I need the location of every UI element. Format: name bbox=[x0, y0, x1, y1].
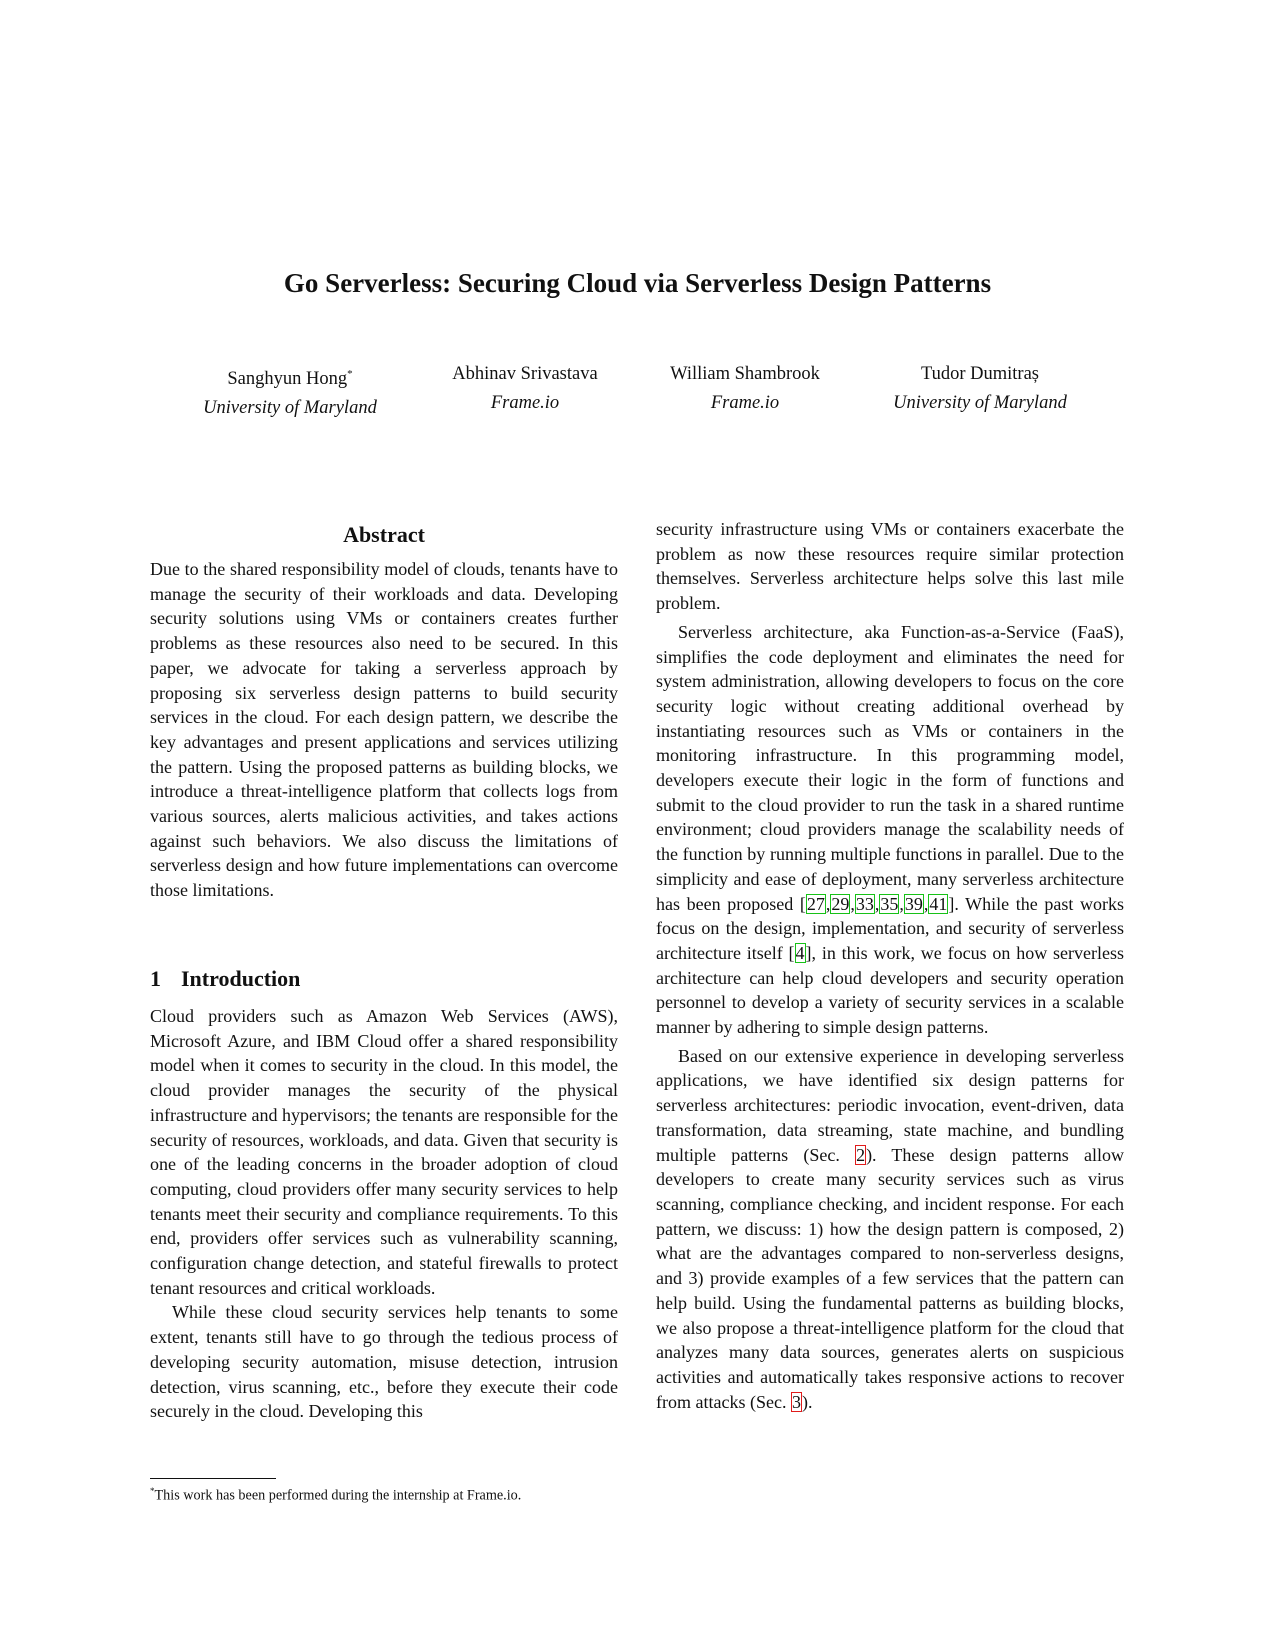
intro-right-column bbox=[656, 517, 1124, 1414]
citation-link[interactable]: 33 bbox=[855, 893, 874, 914]
footnote bbox=[150, 1482, 618, 1506]
intro-paragraph-1: Cloud providers such as Amazon Web Services (AWS), Microsoft Azure, and IBM Cloud offer a shared responsibility model when it comes to security in the cloud. In this model, the cloud provider manages the security of the physical infrastructure and hypervisors; the tenants are responsible for the security of resources, workloads, and data. Given that security is one of the leading concerns in the broader adoption of cloud computing, cloud providers offer many security services to help tenants meet their security and compliance requirements. To this end, providers offer services such as vulnerability scanning, configuration change detection, and stateful firewalls to protect tenant resources and critical workloads. bbox=[150, 1006, 618, 1298]
author-block bbox=[180, 360, 400, 423]
intro-paragraph-3: Serverless architecture, aka Function-as-a-Service (FaaS), simplifies the code deployment and eliminates the need for system administration, allowing developers to focus on the core security logic without creating additional overhead by instantiating resources such as VMs or containers in the monitoring infrastructure. In this programming model, developers execute their logic in the form of functions and submit to the cloud provider to run the task in a shared runtime environment; cloud providers manage the scalability needs of the function by running multiple functions in parallel. Due to the simplicity and ease of deployment, many serverless architecture has been proposed [27,29,33,35,39,41]. While the past works focus on the design, implementation, and security of serverless architecture itself [4], in this work, we focus on how serverless architecture can help cloud developers and security operation personnel to develop a variety of security services in a scalable manner by adhering to simple design patterns. bbox=[656, 621, 1124, 1038]
author-affiliation: University of Maryland bbox=[893, 393, 1067, 413]
author-block bbox=[420, 360, 630, 418]
citation-link[interactable]: 35 bbox=[880, 893, 899, 914]
intro-paragraph-2-continued: security infrastructure using VMs or containers exacerbate the problem as now these resources require similar protection themselves. Serverless architecture helps solve this last mile problem. bbox=[656, 519, 1124, 614]
footnote-marker: * bbox=[347, 368, 353, 380]
footnote-text: This work has been performed during the internship at Frame.io. bbox=[154, 1487, 522, 1504]
intro-paragraph-4: Based on our extensive experience in developing serverless applications, we have identified six design patterns for serverless architectures: periodic invocation, event-driven, data transformation, data streaming, state machine, and bundling multiple patterns (Sec. 2). These design patterns allow developers to create many security services such as virus scanning, compliance checking, and incident response. For each pattern, we discuss: 1) how the design pattern is composed, 2) what are the advantages compared to non-serverless designs, and 3) provide examples of a few services that the pattern can help build. Using the fundamental patterns as building blocks, we also propose a threat-intelligence platform for the cloud that analyzes many data sources, generates alerts on suspicious activities and automatically takes responsive actions to recover from attacks (Sec. 3). bbox=[656, 1045, 1124, 1412]
section-number: 1 bbox=[150, 966, 161, 991]
author-name: Sanghyun Hong bbox=[227, 369, 348, 390]
intro-paragraph-2: While these cloud security services help tenants to some extent, tenants still have to go through the tedious process of developing security automation, misuse detection, intrusion detection, virus scanning, etc., before they execute their code securely in the cloud. Developing this bbox=[150, 1302, 618, 1422]
author-block bbox=[860, 360, 1100, 418]
abstract-heading: Abstract bbox=[343, 522, 425, 547]
footnote-marker: * bbox=[150, 1486, 155, 1496]
citation-link[interactable]: 4 bbox=[795, 942, 805, 963]
author-name: Abhinav Srivastava bbox=[452, 364, 598, 384]
section-heading bbox=[150, 966, 300, 992]
intro-left-column bbox=[150, 1004, 618, 1424]
section-ref-link[interactable]: 3 bbox=[791, 1391, 801, 1412]
citation-link[interactable]: 27 bbox=[806, 893, 825, 914]
author-affiliation: Frame.io bbox=[490, 393, 560, 413]
author-block bbox=[640, 360, 850, 418]
abstract-paragraph: Due to the shared responsibility model of clouds, tenants have to manage the security of their workloads and data. Developing security solutions using VMs or containers creates further problems as these resources also need to be secured. In this paper, we advocate for taking a serverless approach by proposing six serverless design patterns to build security services in the cloud. For each design pattern, we describe the key advantages and present applications and services utilizing the pattern. Using the proposed patterns as building blocks, we introduce a threat-intelligence platform that collects logs from various sources, alerts malicious activities, and takes actions against such behaviors. We also discuss the limitations of serverless design and how future implementations can overcome those limitations. bbox=[150, 559, 618, 901]
footnote-rule bbox=[150, 1478, 276, 1479]
author-affiliation: Frame.io bbox=[710, 393, 780, 413]
author-affiliation: University of Maryland bbox=[203, 398, 377, 419]
citation-link[interactable]: 41 bbox=[929, 893, 948, 914]
author-name: William Shambrook bbox=[670, 364, 820, 384]
abstract-text bbox=[150, 557, 618, 903]
section-title: Introduction bbox=[181, 966, 301, 991]
paper-title: Go Serverless: Securing Cloud via Serverless Design Patterns bbox=[283, 268, 992, 298]
author-name: Tudor Dumitraș bbox=[920, 364, 1040, 384]
citation-link[interactable]: 29 bbox=[831, 893, 850, 914]
section-ref-link[interactable]: 2 bbox=[856, 1144, 866, 1165]
citation-link[interactable]: 39 bbox=[904, 893, 923, 914]
